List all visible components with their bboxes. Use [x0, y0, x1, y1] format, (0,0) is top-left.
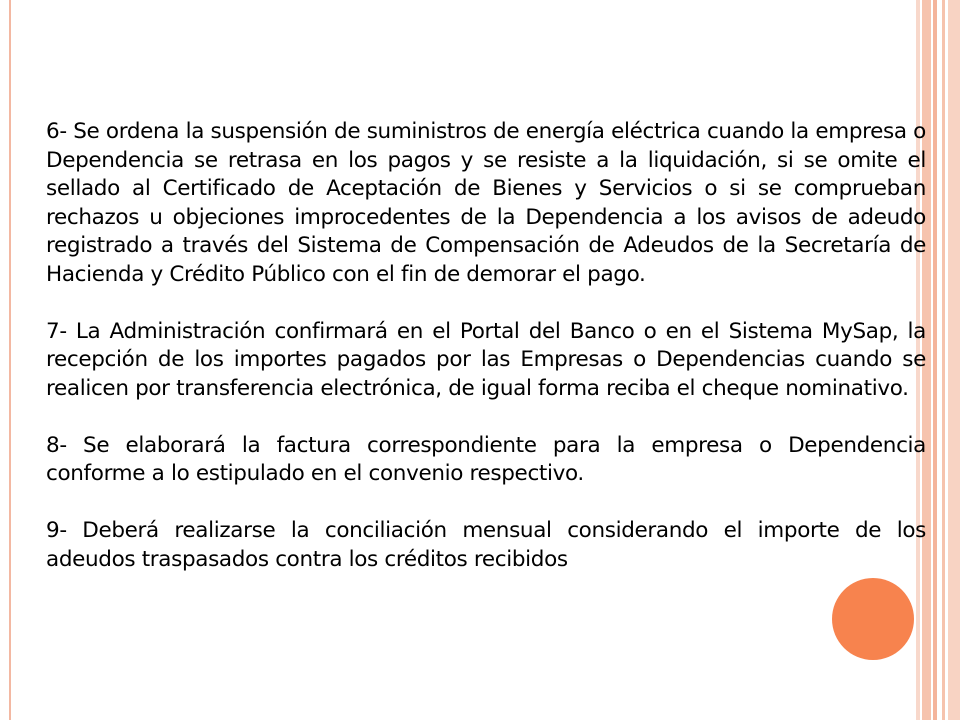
left-decorative-line: [9, 0, 11, 720]
orange-circle-decoration: [832, 578, 914, 660]
paragraph-8: 8- Se elaborará la factura correspondiente para la empresa o Dependencia conforme a lo estipulado en el convenio respectivo.: [46, 432, 926, 486]
slide-body: [46, 118, 926, 574]
paragraph-9: 9- Deberá realizarse la conciliación mensual considerando el importe de los adeudos traspasados contra los créditos recibidos: [46, 518, 926, 572]
paragraph-6: 6- Se ordena la suspensión de suministros de energía eléctrica cuando la empresa o Dependencia se retrasa en los pagos y se resiste a la liquidación, si se omite el sellado al Certificado de Aceptación de Bienes y Servicios o si se comprueban rechazos u objeciones improcedentes de la Dependencia a los avisos de adeudo registrado a través del Sistema de Compensación de Adeudos de la Secretaría de Hacienda y Crédito Público con el fin de demorar el pago.: [46, 119, 926, 287]
paragraph-7: 7- La Administración confirmará en el Portal del Banco o en el Sistema MySap, la recepción de los importes pagados por las Empresas o Dependencias cuando se realicen por transferencia electrónica, de igual forma reciba el cheque nominativo.: [46, 318, 926, 401]
